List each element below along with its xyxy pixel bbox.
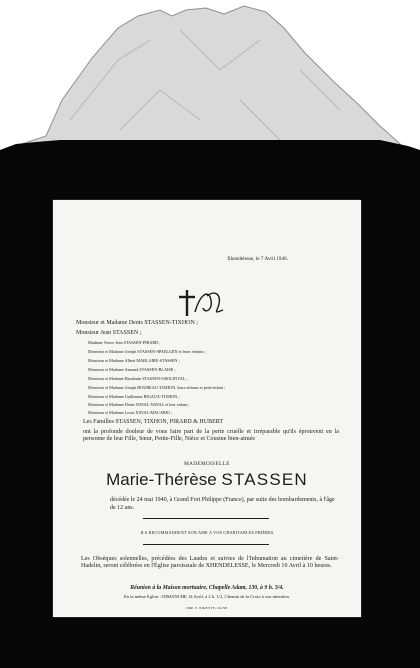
deceased-name: Marie-Thérèse STASSEN — [106, 470, 308, 489]
family-line-9: Monsieur et Madame Guillaume RIGAUX-TIXHON ; — [88, 394, 180, 399]
envelope-flap — [12, 6, 408, 152]
funeral-text: Les Obsèques solennelles, précédées des Laudes et suivies de l'Inhumation au cimetière de Saint-Hadelin, seront célébrées en l'Église paroissiale de XHENDELESSE, le Mercredi 10 Avril à 10 heures. — [81, 556, 339, 570]
family-line-10: Monsieur et Madame Denis NAVAL-NAVAL et leur enfant ; — [88, 402, 190, 407]
family-line-4: Monsieur et Madame Joseph STASSEN-SPAELGEN et leurs enfants ; — [88, 349, 207, 354]
deceased-title: MADEMOISELLE — [184, 461, 230, 467]
reunion-line: Réunion à la Maison mortuaire, Chapelle Adam, 130, à 9 h. 3/4. — [130, 585, 284, 591]
divider-bottom — [143, 544, 269, 545]
place-date: Xhendelesse, le 7 Avril 1946. — [227, 256, 288, 262]
family-line-7: Monsieur et Madame Baudouin STASSEN-GROLINVAL ; — [88, 376, 188, 381]
death-details: décédée le 24 mai 1940, à Grand Fort Philippe (France), par suite des bombardements, à l'âge de 12 ans. — [110, 497, 335, 511]
family-line-8: Monsieur et Madame Joseph HOUBEAU-TIXHON, leurs enfants et petit-enfant ; — [88, 385, 226, 390]
announcement-text: ont la profonde douleur de vous faire part de la perte cruelle et irréparable qu'ils éprouvent en la personne de leur Fille, Sœur, Petite-Fille, Nièce et Cousine bien-aimée — [83, 429, 339, 443]
family-line-5: Monsieur et Madame Albert MARLAIRE-STASSEN ; — [88, 358, 180, 363]
printer-mark: IMP. F. PIRETTE, OLNE — [186, 606, 228, 610]
family-line-6: Monsieur et Madame Armand STASSEN-BLAISE ; — [88, 367, 176, 372]
prayer-request: ILS RECOMMANDENT SON AME A VOS CHARITABLES PRIÈRES — [140, 530, 274, 535]
mass-line: En la même Eglise : DIMANCHE 14 Avril, à 2 h. 1/2, Chemin de la Croix à son intention. — [123, 594, 291, 599]
family-line-2: Monsieur Jean STASSEN ; — [76, 330, 142, 336]
family-line-11: Monsieur et Madame Louis NAVAL-MACARIO ; — [88, 410, 173, 415]
families-line: Les Familles STASSEN, TIXHON, PIRARD & HUBERT — [83, 419, 224, 425]
death-notice-card — [53, 200, 361, 617]
family-line-1: Monsieur et Madame Denis STASSEN-TIXHON ; — [76, 320, 199, 326]
family-line-3: Madame Veuve Jean STASSEN-PIRARD ; — [88, 340, 161, 345]
divider-top — [143, 518, 269, 519]
cross-monogram-icon — [175, 286, 231, 320]
